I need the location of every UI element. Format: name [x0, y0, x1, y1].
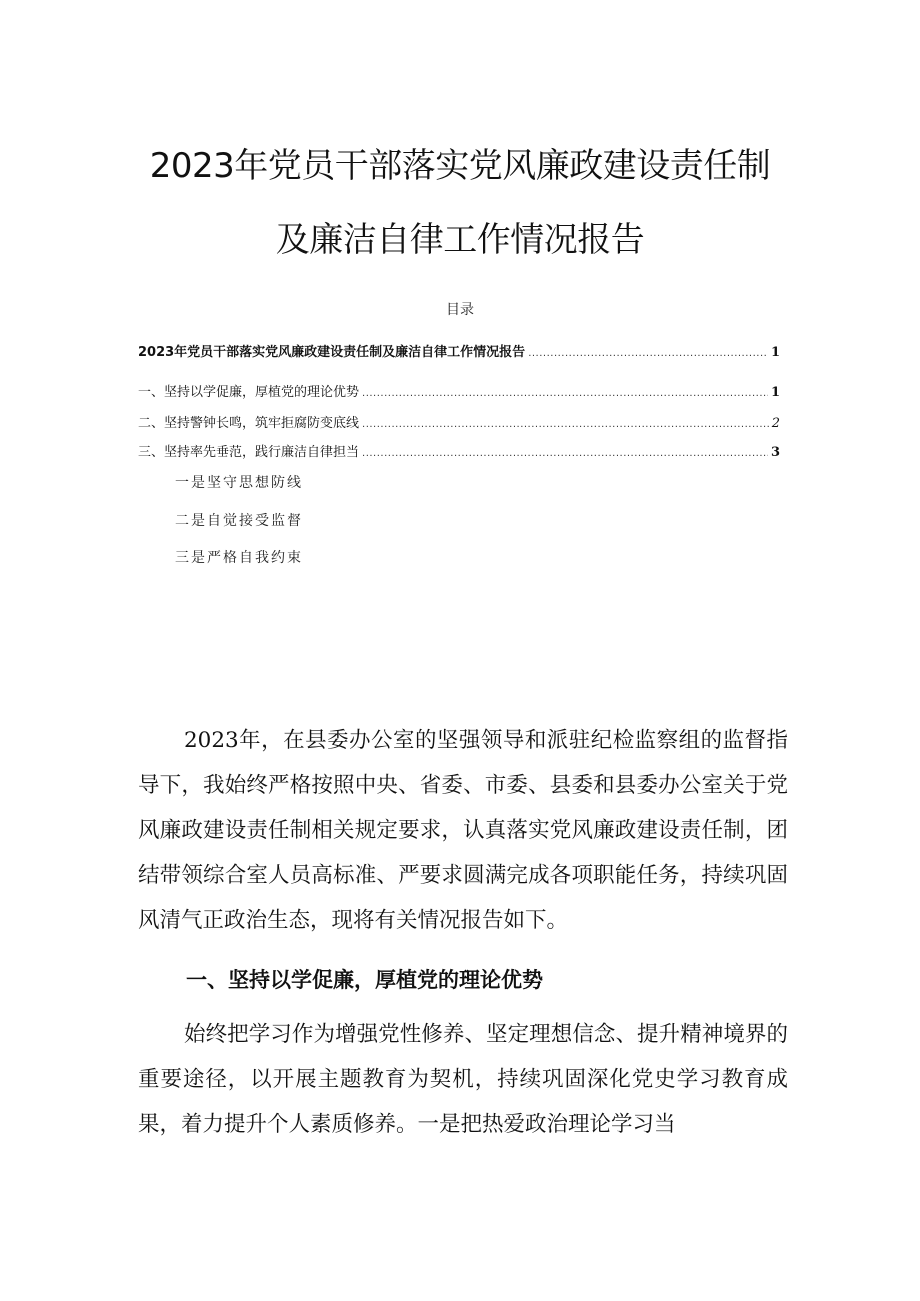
toc-entry-label: 2023年党员干部落实党风廉政建设责任制及廉洁自律工作情况报告 [138, 345, 526, 360]
toc-leader-dots [362, 388, 768, 399]
toc-entry-page: 3 [770, 445, 780, 460]
toc-leader-dots [362, 448, 768, 459]
toc-entry-page: 1 [770, 345, 780, 360]
toc-entry-page: 1 [770, 385, 780, 400]
document-title-line-2: 及廉洁自律工作情况报告 [275, 220, 645, 260]
toc-heading: 目录 [446, 302, 474, 318]
section-heading: 一、坚持以学促廉，厚植党的理论优势 [186, 968, 543, 992]
toc-leader-dots [362, 419, 769, 430]
toc-leader-dots [528, 348, 768, 359]
toc-sub-entry[interactable]: 一是坚守思想防线 [175, 475, 303, 491]
toc-entry[interactable] [138, 381, 780, 400]
body-paragraph: 始终把学习作为增强党性修养、坚定理想信念、提升精神境界的重要途径，以开展主题教育为契机，持续巩固深化党史学习教育成果，着力提升个人素质修养。一是把热爱政治理论学习当 [138, 1022, 788, 1137]
toc-entry[interactable] [138, 341, 780, 360]
toc-entry-label: 二、坚持警钟长鸣，筑牢拒腐防变底线 [138, 416, 360, 431]
toc-entry-label: 一、坚持以学促廉，厚植党的理论优势 [138, 385, 360, 400]
toc-sub-entry[interactable]: 三是严格自我约束 [175, 550, 303, 566]
document-title-line-1: 2023年党员干部落实党风廉政建设责任制 [149, 146, 771, 186]
toc-entry[interactable] [138, 412, 780, 431]
toc-entry[interactable] [138, 441, 780, 460]
toc-entry-page: 2 [771, 416, 780, 431]
toc-entry-label: 三、坚持率先垂范，践行廉洁自律担当 [138, 445, 360, 460]
toc-sub-entry[interactable]: 二是自觉接受监督 [175, 513, 303, 529]
body-paragraph: 2023年，在县委办公室的坚强领导和派驻纪检监察组的监督指导下，我始终严格按照中央、省委、市委、县委和县委办公室关于党风廉政建设责任制相关规定要求，认真落实党风廉政建设责任制，团结带领综合室人员高标准、严要求圆满完成各项职能任务，持续巩固风清气正政治生态，现将有关情况报告如下。 [138, 728, 788, 933]
